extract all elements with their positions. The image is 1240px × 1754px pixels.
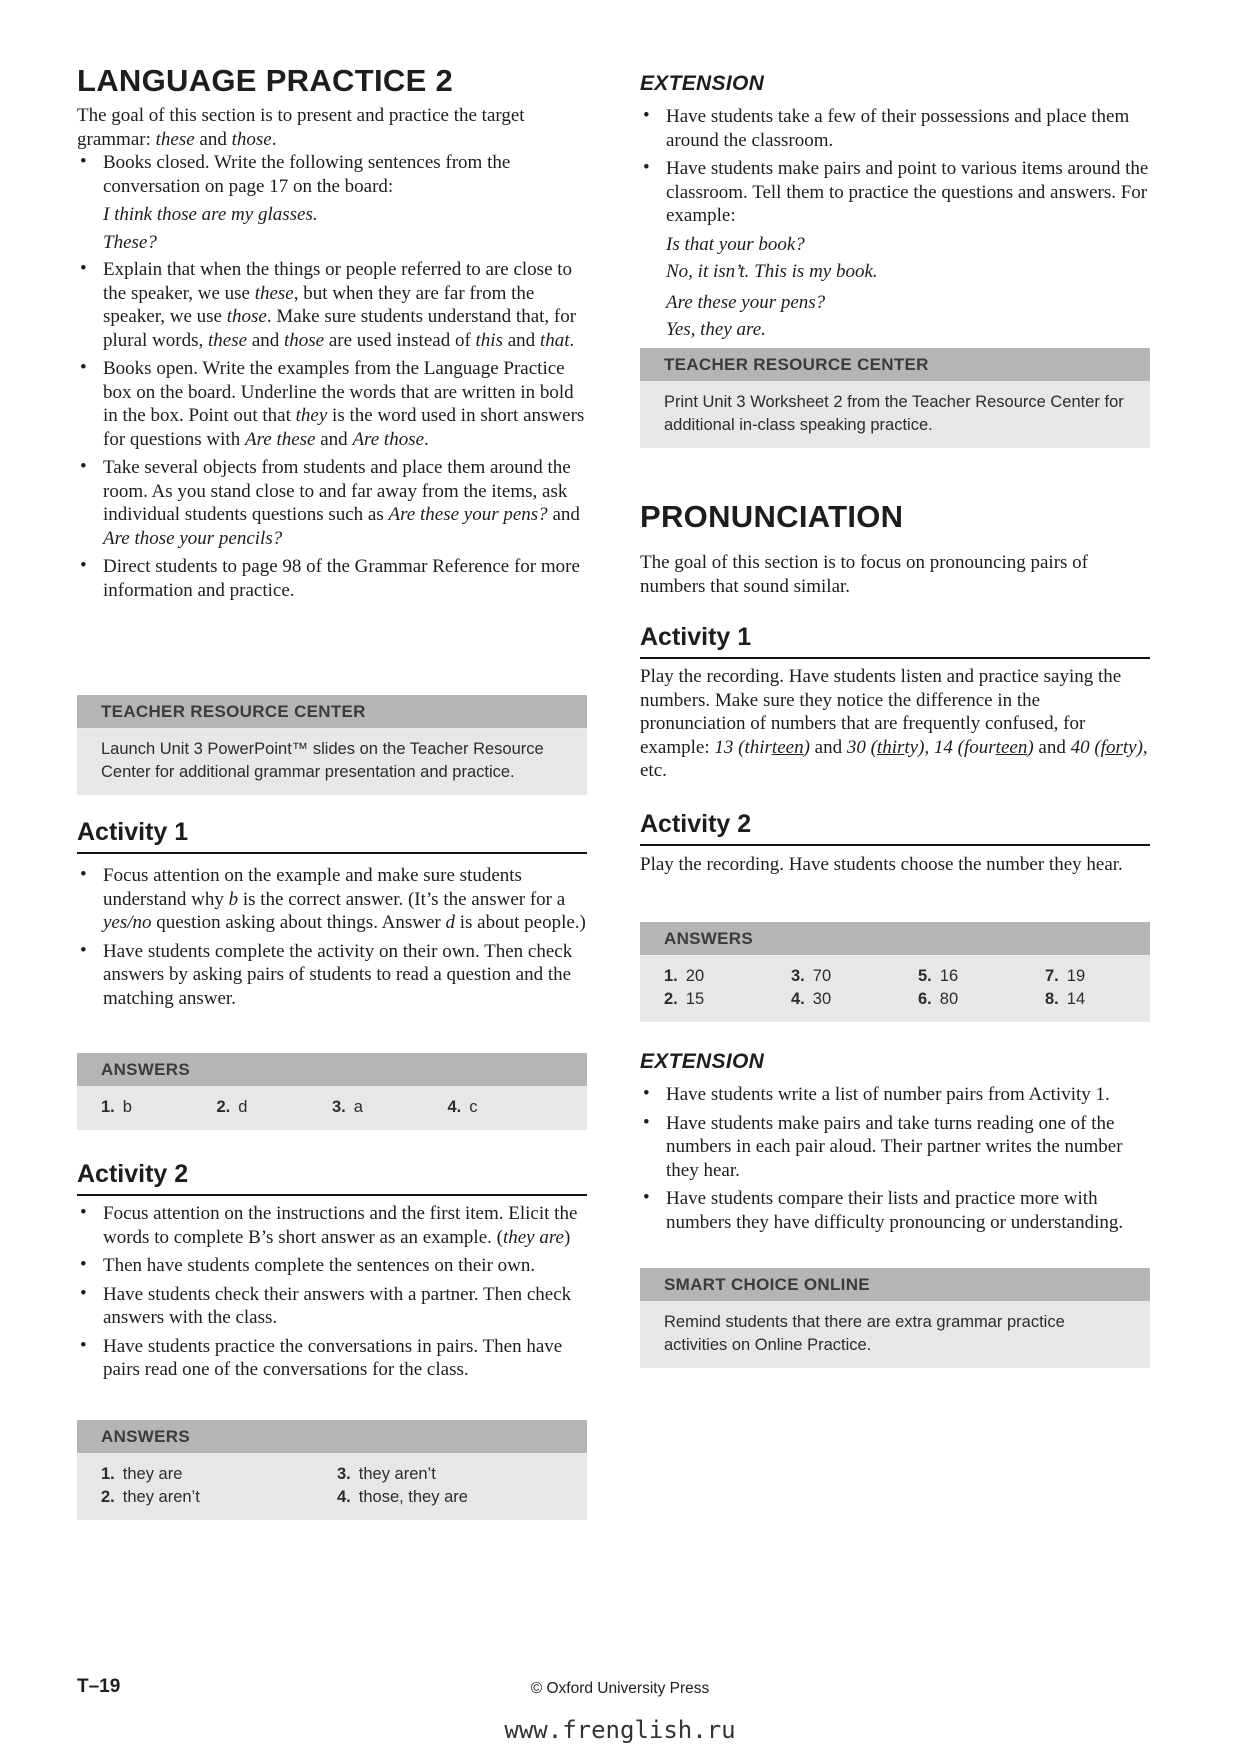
example-sentence: These?: [103, 231, 157, 253]
answers-row: [101, 1486, 563, 1509]
box-body: Print Unit 3 Worksheet 2 from the Teacher Resource Center for additional in-class speaking practice.: [640, 382, 1150, 448]
pronunciation-activity-2-heading: Activity 2: [640, 810, 1150, 846]
box-body: [77, 1454, 587, 1520]
copyright-notice: © Oxford University Press: [530, 1680, 710, 1697]
activity-2-bullet-list: [77, 1202, 587, 1387]
list-item: • Have students make pairs and point to various items around the classroom. Tell them to practice the questions and answers. For example:: [640, 157, 1150, 228]
answer-item: 2. they aren’t: [101, 1488, 200, 1506]
list-item: • Have students make pairs and take turns reading one of the numbers in each pair aloud. Their partner writes the number they hear.: [640, 1112, 1150, 1183]
list-item: • Focus attention on the instructions and the first item. Elicit the words to complete B’s short answer as an example. (they are): [77, 1202, 587, 1249]
answer-item: 2. 15: [664, 990, 705, 1008]
watermark: www.frenglish.ru: [504, 1716, 736, 1744]
example-sentence: No, it isn’t. This is my book.: [666, 261, 878, 282]
list-item: • Have students practice the conversations in pairs. Then have pairs read one of the conversations for the class.: [77, 1335, 587, 1382]
list-item: • Books closed. Write the following sentences from the conversation on page 17 on the board:: [77, 151, 587, 198]
answers-box-activity-2: [77, 1420, 587, 1520]
answers-box-pronunciation: [640, 922, 1150, 1022]
teacher-resource-center-box: [640, 348, 1150, 448]
answers-row: [101, 1463, 563, 1486]
box-header: TEACHER RESOURCE CENTER: [77, 695, 587, 729]
box-body: Launch Unit 3 PowerPoint™ slides on the Teacher Resource Center for additional grammar presentation and practice.: [77, 729, 587, 795]
section-title-language-practice-2: LANGUAGE PRACTICE 2: [77, 63, 454, 98]
list-item: • Then have students complete the sentences on their own.: [77, 1254, 587, 1278]
answer-item: 4. those, they are: [337, 1488, 468, 1506]
answer-item: 3. a: [332, 1098, 363, 1116]
answers-row: [664, 965, 1126, 988]
box-body: [640, 956, 1150, 1022]
pronunciation-intro: The goal of this section is to focus on pronouncing pairs of numbers that sound similar.: [640, 552, 1089, 597]
list-item: • Books open. Write the examples from the Language Practice box on the board. Underline the words that are written in bold in the box. Point out that they is the word used in short answers for questions with Are these and Are those.: [77, 357, 587, 451]
pronunciation-activity-1-heading: Activity 1: [640, 623, 1150, 659]
answer-item: 1. 20: [664, 967, 705, 985]
smart-choice-online-box: [640, 1268, 1150, 1368]
example-sentence: Is that your book?: [666, 233, 805, 255]
list-item: • Take several objects from students and place them around the room. As you stand close to and far away from the items, ask individual students questions such as Are these your pens? and Are those your pencils?: [77, 456, 587, 550]
answer-item: 1. b: [101, 1098, 132, 1116]
teacher-resource-center-box: [77, 695, 587, 795]
box-header: ANSWERS: [77, 1420, 587, 1454]
answer-item: 5. 16: [918, 967, 959, 985]
activity-1-heading: Activity 1: [77, 818, 587, 854]
pronunciation-activity-1-paragraph: Play the recording. Have students listen and practice saying the numbers. Make sure they notice the difference in the pronunciation of numbers that are frequently confused, for example: 13 (thirteen) and 30 (thirty), 14 (fourteen) and 40 (forty), etc.: [640, 666, 1148, 781]
answer-item: 6. 80: [918, 990, 959, 1008]
answer-item: 1. they are: [101, 1465, 183, 1483]
list-item: • Direct students to page 98 of the Grammar Reference for more information and practice.: [77, 555, 587, 602]
extension-heading: EXTENSION: [640, 72, 765, 95]
list-item: • Focus attention on the example and make sure students understand why b is the correct answer. (It’s the answer for a yes/no question asking about things. Answer d is about people.): [77, 864, 587, 935]
example-sentence: Are these your pens?: [666, 291, 826, 313]
pronunciation-activity-2-paragraph: Play the recording. Have students choose the number they hear.: [640, 854, 1123, 875]
activity-2-heading: Activity 2: [77, 1160, 587, 1196]
language-practice-bullet-list: [77, 151, 587, 607]
example-sentence: Yes, they are.: [666, 319, 766, 340]
box-body: Remind students that there are extra grammar practice activities on Online Practice.: [640, 1302, 1150, 1368]
answer-item: 3. 70: [791, 967, 832, 985]
box-header: SMART CHOICE ONLINE: [640, 1268, 1150, 1302]
answer-item: 2. d: [216, 1098, 248, 1116]
answers-row: [664, 988, 1126, 1011]
answer-item: 8. 14: [1045, 990, 1086, 1008]
example-sentence: I think those are my glasses.: [103, 204, 318, 225]
answer-item: 3. they aren’t: [337, 1465, 436, 1483]
extension-bullet-list: [640, 1083, 1150, 1239]
list-item: • Have students check their answers with a partner. Then check answers with the class.: [77, 1283, 587, 1330]
answers-box-activity-1: [77, 1053, 587, 1130]
extension-heading: EXTENSION: [640, 1050, 765, 1073]
answers-row: [101, 1096, 563, 1119]
answer-item: 7. 19: [1045, 967, 1086, 985]
language-practice-intro: The goal of this section is to present and practice the target grammar: these and those.: [77, 105, 525, 150]
page-number: T–19: [77, 1676, 121, 1697]
list-item: • Explain that when the things or people referred to are close to the speaker, we use these, but when they are far from the speaker, we use those. Make sure students understand that, for plural words, these and those are used instead of this and that.: [77, 258, 587, 352]
box-body: [77, 1087, 587, 1130]
list-item: • Have students complete the activity on their own. Then check answers by asking pairs of students to read a question and the matching answer.: [77, 940, 587, 1011]
extension-bullet-list: [640, 105, 1150, 346]
answer-item: 4. c: [447, 1098, 478, 1116]
list-item: • Have students take a few of their possessions and place them around the classroom.: [640, 105, 1150, 152]
activity-1-bullet-list: [77, 864, 587, 1015]
box-header: ANSWERS: [77, 1053, 587, 1087]
box-header: ANSWERS: [640, 922, 1150, 956]
list-item: • Have students compare their lists and practice more with numbers they have difficulty pronouncing or understanding.: [640, 1187, 1150, 1234]
list-item: • Have students write a list of number pairs from Activity 1.: [640, 1083, 1150, 1107]
section-title-pronunciation: PRONUNCIATION: [640, 499, 904, 534]
answer-item: 4. 30: [791, 990, 832, 1008]
box-header: TEACHER RESOURCE CENTER: [640, 348, 1150, 382]
